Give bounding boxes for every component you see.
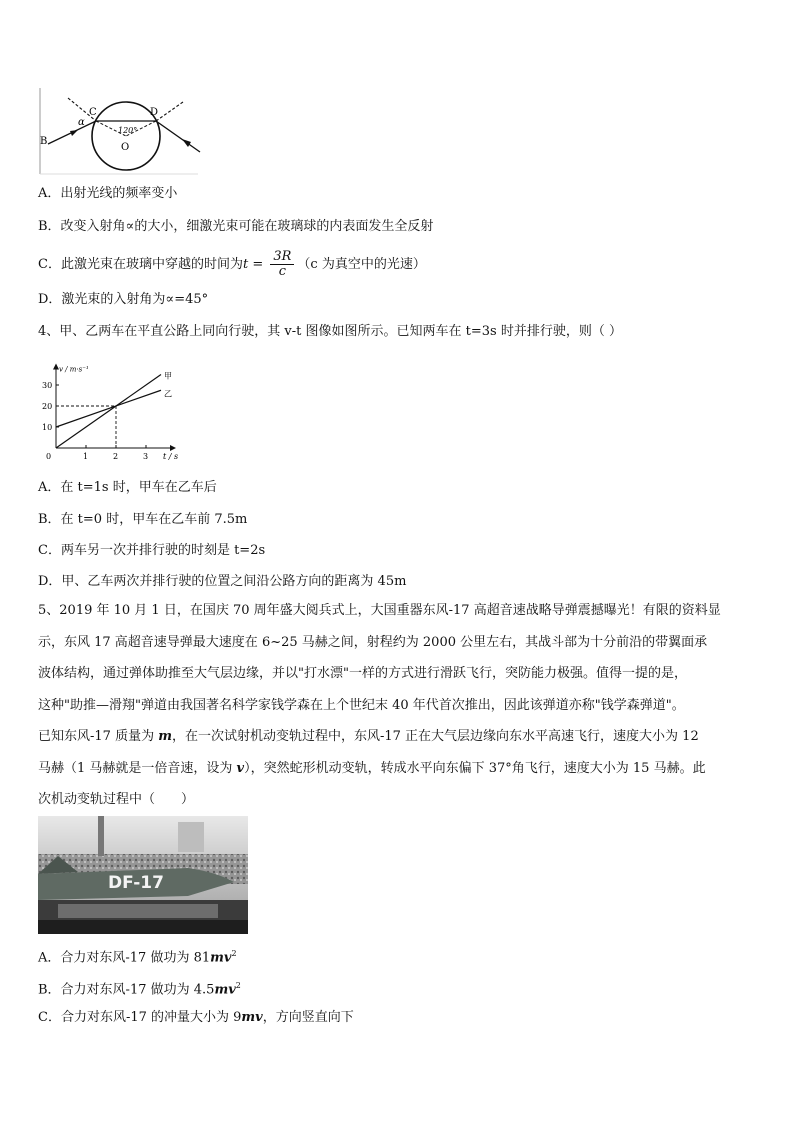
q5-option-B-exp: 2 bbox=[235, 981, 241, 990]
label-B: B bbox=[40, 136, 48, 147]
q5-option-C-suffix: ，方向竖直向下 bbox=[262, 1010, 354, 1025]
q5-option-B bbox=[38, 976, 241, 1000]
q5-line-6-b: ），突然蛇形机动变轨，转成水平向东偏下 37°角飞行，速度大小为 15 马赫。此 bbox=[244, 760, 706, 776]
q4-option-C: C．两车另一次并排行驶的时刻是 t=2s bbox=[38, 543, 266, 558]
missile-marking: DF-17 bbox=[108, 873, 164, 893]
q4-stem: 4、甲、乙两车在平直公路上同向行驶，其 v-t 图像如图所示。已知两车在 t=3s 时并排行驶，则（ ） bbox=[38, 324, 622, 339]
label-C: C bbox=[89, 107, 97, 118]
q5-line-4: 这种"助推—滑翔"弹道由我国著名科学家钱学森在上个世纪末 40 年代首次推出，因此该弹道亦称"钱学森弹道"。 bbox=[38, 697, 685, 713]
q4-option-B: B．在 t=0 时，甲车在乙车前 7.5m bbox=[38, 512, 248, 527]
y-axis-label: v / m·s⁻¹ bbox=[59, 365, 89, 374]
y-tick-label: 10 bbox=[42, 423, 53, 432]
q4-option-A: A．在 t=1s 时，甲车在乙车后 bbox=[38, 480, 217, 495]
fraction-numerator: 3R bbox=[270, 250, 294, 265]
x-tick-label: 0 bbox=[46, 452, 52, 461]
q5-line-5-b: ，在一次试射机动变轨过程中，东风-17 正在大气层边缘向东水平高速飞行，速度大小为 12 bbox=[171, 729, 699, 744]
q5-mass-symbol: m bbox=[158, 729, 172, 744]
q5-speed-symbol: v bbox=[236, 760, 245, 776]
label-angle: 120° bbox=[118, 126, 138, 135]
x-tick-label: 2 bbox=[113, 452, 119, 461]
x-axis-label: t / s bbox=[163, 452, 179, 461]
x-tick-label: 3 bbox=[143, 452, 149, 461]
series-label: 乙 bbox=[164, 389, 172, 399]
q5-option-A-expr: mv bbox=[210, 950, 232, 966]
q3-option-B: B．改变入射角∝的大小，细激光束可能在玻璃球的内表面发生全反射 bbox=[38, 219, 434, 234]
q4-option-D: D．甲、乙车两次并排行驶的位置之间沿公路方向的距离为 45m bbox=[38, 574, 407, 589]
y-tick-label: 20 bbox=[42, 402, 53, 411]
series-line-yi bbox=[56, 390, 161, 427]
q5-line-3: 波体结构，通过弹体助推至大气层边缘，并以"打水漂"一样的方式进行滑跃飞行，突防能力极强。值得一提的是， bbox=[38, 666, 687, 681]
q3-option-C-eq: = bbox=[248, 257, 268, 272]
q3-option-C-suffix: （c 为真空中的光速） bbox=[297, 257, 426, 272]
label-D: D bbox=[150, 107, 159, 118]
q5-option-A-prefix: A．合力对东风-17 做功为 81 bbox=[38, 950, 211, 966]
q5-line-6 bbox=[38, 753, 758, 785]
q3-option-C bbox=[38, 250, 426, 279]
df17-missile-photo bbox=[38, 816, 248, 934]
q5-line-6-a: 马赫（1 马赫就是一倍音速，设为 bbox=[38, 760, 237, 776]
q5-option-A-exp: 2 bbox=[231, 949, 237, 958]
series-label: 甲 bbox=[164, 371, 172, 381]
q5-option-B-expr: mv bbox=[214, 982, 236, 998]
optics-figure bbox=[38, 88, 208, 178]
q3-option-C-fraction bbox=[270, 250, 294, 279]
label-O: O bbox=[121, 142, 130, 153]
q5-stem bbox=[38, 595, 758, 816]
q3-option-C-var: t bbox=[242, 257, 249, 272]
q5-line-5-a: 已知东风-17 质量为 bbox=[38, 729, 159, 744]
label-alpha: α bbox=[78, 117, 85, 128]
q5-line-1: 5、2019 年 10 月 1 日，在国庆 70 周年盛大阅兵式上，大国重器东风-17 高超音速战略导弹震撼曝光！有限的资料显 bbox=[38, 603, 721, 618]
fraction-denominator: c bbox=[278, 264, 287, 279]
series-line-jia bbox=[56, 375, 161, 449]
q5-line-7: 次机动变轨过程中（ ） bbox=[38, 792, 195, 807]
emergent-ray bbox=[156, 121, 200, 152]
q5-line-5 bbox=[38, 721, 758, 753]
x-tick-label: 1 bbox=[83, 452, 89, 461]
y-tick-label: 30 bbox=[42, 381, 53, 390]
q3-option-D: D．激光束的入射角为∝=45° bbox=[38, 292, 209, 307]
q3-option-C-prefix: C．此激光束在玻璃中穿越的时间为 bbox=[38, 257, 243, 272]
q3-option-A: A．出射光线的频率变小 bbox=[38, 186, 178, 201]
q5-option-C-expr: mv bbox=[241, 1010, 263, 1025]
q5-option-C bbox=[38, 1008, 354, 1028]
q5-line-2: 示，东风 17 高超音速导弹最大速度在 6~25 马赫之间，射程约为 2000 公里左右，其战斗部为十分前沿的带翼面承 bbox=[38, 634, 708, 650]
q5-option-C-prefix: C．合力对东风-17 的冲量大小为 9 bbox=[38, 1010, 242, 1025]
vt-chart bbox=[42, 352, 192, 464]
q5-option-A bbox=[38, 944, 237, 968]
q5-option-B-prefix: B．合力对东风-17 做功为 4.5 bbox=[38, 982, 215, 998]
